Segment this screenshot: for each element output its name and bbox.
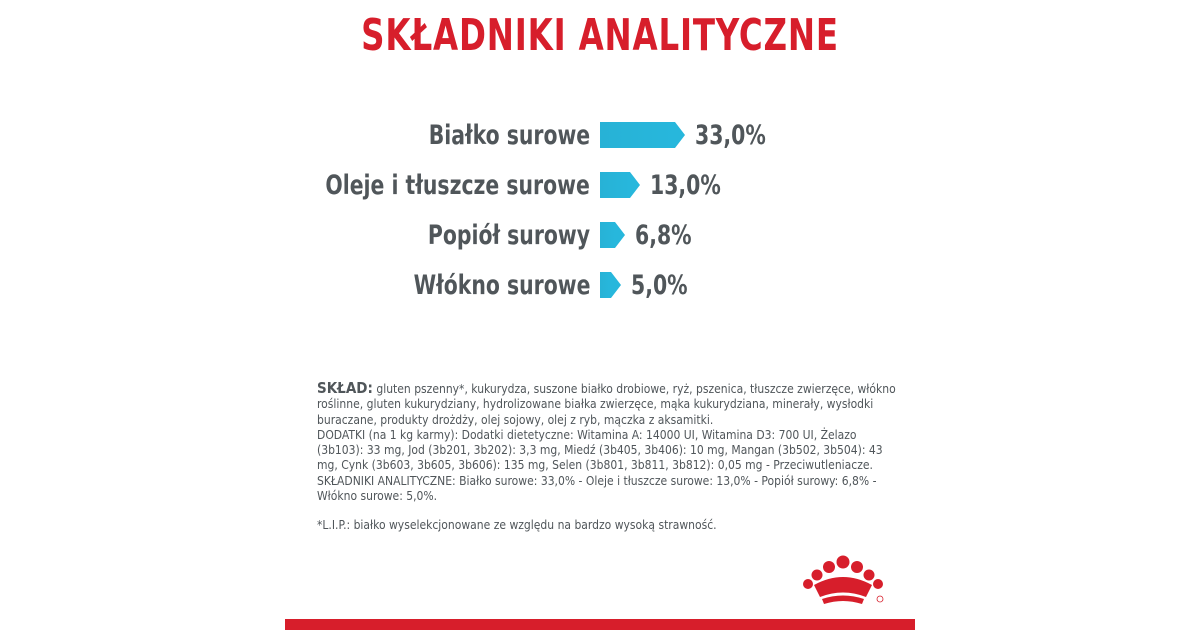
value-label: 13,0% [650,170,721,201]
category-label: Oleje i tłuszcze surowe [325,170,590,201]
footer-red-line [285,619,915,630]
category-label: Popiół surowy [427,220,590,251]
composition-ingredients: gluten pszenny*, kukurydza, suszone białko drobiowe, ryż, pszenica, tłuszcze zwierzęce, włókno roślinne, gluten kukurydziany, hydrolizowane białka zwierzęce, mąka kukurydziana, minerały, wysłodki buraczane, produkty drożdży, olej sojowy, olej z ryb, mączka z aksamitki. [317,382,896,427]
bar [600,272,611,298]
category-label: Włókno surowe [413,270,590,301]
composition-text [317,381,897,534]
bar [600,122,675,148]
chart-row [0,116,1200,156]
bar-tip [611,272,621,298]
bar-tip [615,222,625,248]
value-label: 33,0% [695,120,766,151]
bar [600,222,615,248]
chart-row [0,216,1200,256]
chart-row [0,166,1200,206]
composition-additives: DODATKI (na 1 kg karmy): Dodatki dietetyczne: Witamina A: 14000 UI, Witamina D3: 700 UI, Żelazo (3b103): 33 mg, Jod (3b201, 3b202): 3,3 mg, Miedź (3b405, 3b406): 10 mg, Mangan (3b502, 3b504): 43 mg, Cynk (3b603, 3b605, 3b606): 135 mg, Selen (3b801, 3b811, 3b812): 0,05 mg - Przeciwutleniacze. [317,427,883,473]
bar-tip [630,172,640,198]
chart-row [0,266,1200,306]
page-title: SKŁADNIKI ANALITYCZNE [361,10,839,61]
value-label: 5,0% [631,270,688,301]
bar [600,172,630,198]
crown-icon [800,555,886,605]
composition-analytical: SKŁADNIKI ANALITYCZNE: Białko surowe: 33,0% - Oleje i tłuszcze surowe: 13,0% - Popiół surowy: 6,8% - Włókno surowe: 5,0%. [317,473,877,504]
composition-footnote: *L.I.P.: białko wyselekcjonowane ze względu na bardzo wysoką strawność. [317,518,717,533]
composition-heading: SKŁAD: [317,379,373,397]
value-label: 6,8% [635,220,692,251]
category-label: Białko surowe [428,120,590,151]
bar-tip [675,122,685,148]
